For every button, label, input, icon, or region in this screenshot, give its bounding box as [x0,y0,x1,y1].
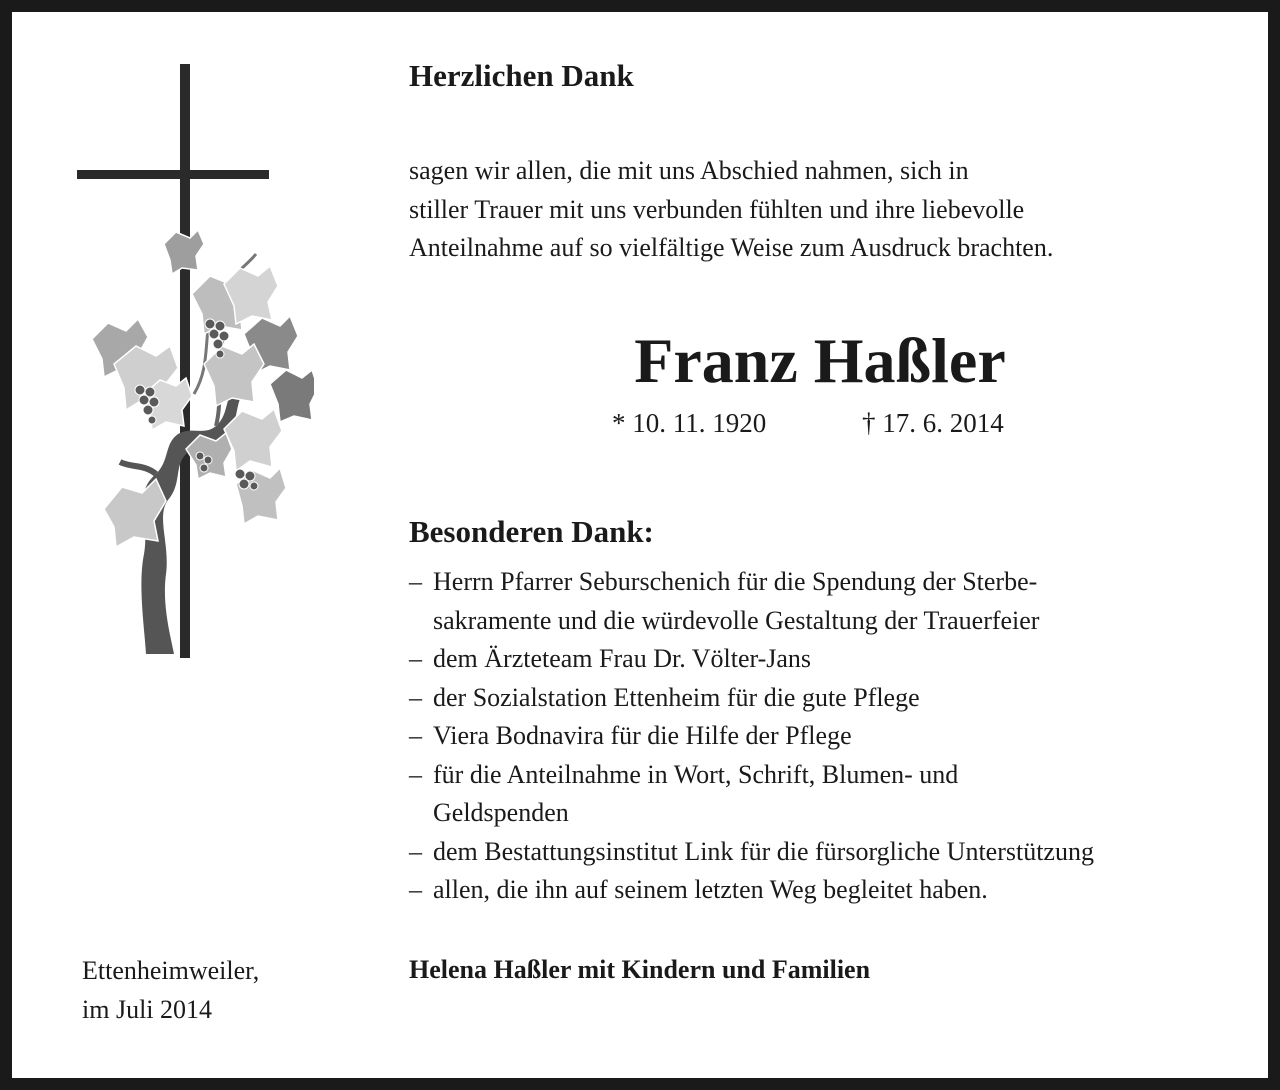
list-item [409,833,1249,872]
date-line: im Juli 2014 [82,994,213,1024]
dash-bullet: – [409,759,422,789]
family-signature: Helena Haßler mit Kindern und Familien [409,955,871,984]
dash-bullet: – [409,644,422,673]
death-date: † 17. 6. 2014 [862,408,1004,438]
list-item [409,679,1249,718]
list-item [409,640,1249,679]
list-item-line: sakramente und die würdevolle Gestaltung der Trauerfeier [433,605,1040,635]
list-item-line: dem Ärzteteam Frau Dr. Völter-Jans [433,644,812,673]
list-item [409,717,1249,756]
thanks-title: Herzlichen Dank [409,58,634,93]
place-and-date [82,952,259,1029]
intro-text [409,152,1229,268]
special-thanks-list [409,563,1249,910]
dash-bullet: – [409,567,422,596]
place-line: Ettenheimweiler, [82,956,260,985]
dash-bullet: – [409,721,422,750]
list-item-line: Viera Bodnavira für die Hilfe der Pflege [433,721,852,750]
deceased-name: Franz Haßler [634,325,1006,396]
intro-line: Anteilnahme auf so vielfältige Weise zum Ausdruck brachten. [409,233,1054,262]
birth-date: * 10. 11. 1920 [612,408,767,438]
cross-with-grapevine-icon [74,64,314,674]
list-item-line: für die Anteilnahme in Wort, Schrift, Blumen- und [433,759,959,789]
dash-bullet: – [409,682,422,712]
list-item [409,756,1249,833]
list-item [409,563,1249,640]
list-item-line: dem Bestattungsinstitut Link für die fürsorgliche Unterstützung [433,836,1094,866]
special-thanks-heading: Besonderen Dank: [409,514,654,549]
intro-line: sagen wir allen, die mit uns Abschied nahmen, sich in [409,156,969,185]
list-item-line: der Sozialstation Ettenheim für die gute Pflege [433,682,920,712]
list-item-line: allen, die ihn auf seinem letzten Weg begleitet haben. [433,875,988,904]
list-item [409,871,1249,910]
dash-bullet: – [409,836,422,866]
list-item-line: Herrn Pfarrer Seburschenich für die Spendung der Sterbe- [433,567,1038,596]
obituary-card [12,12,1268,1078]
intro-line: stiller Trauer mit uns verbunden fühlten und ihre liebevolle [409,194,1025,224]
dash-bullet: – [409,875,422,904]
list-item-line: Geldspenden [433,798,569,827]
